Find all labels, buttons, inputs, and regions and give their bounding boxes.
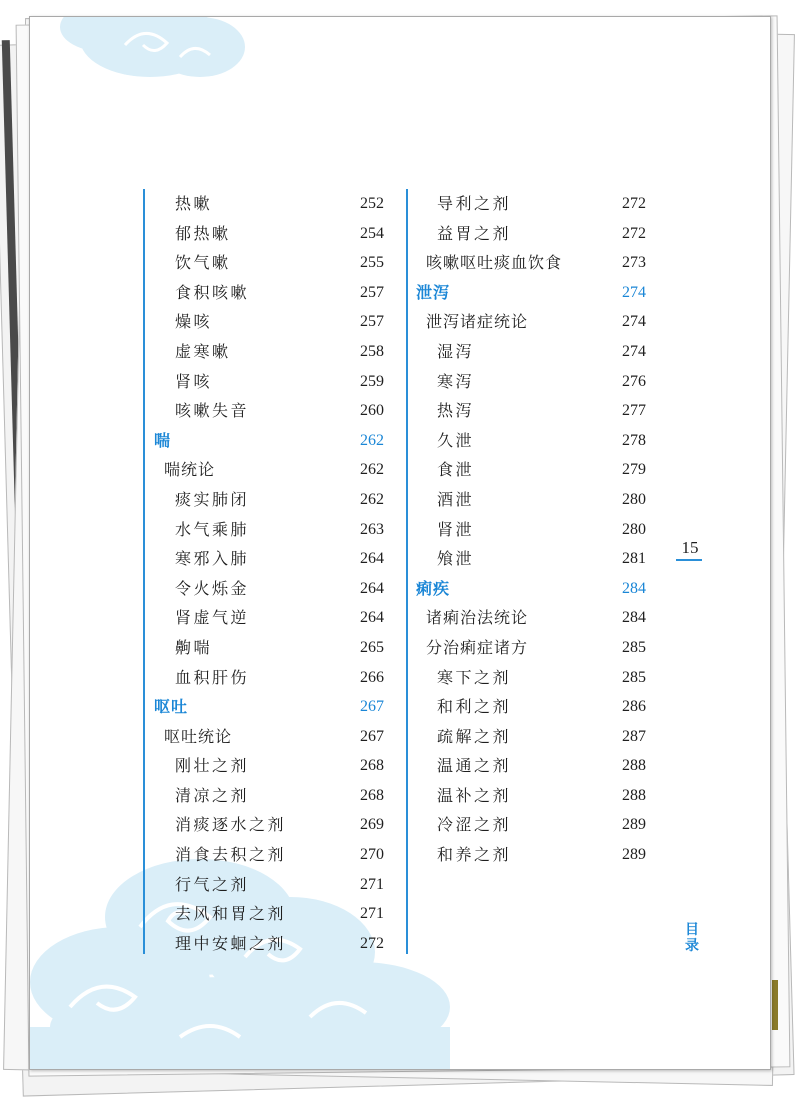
toc-entry-title: 血积肝伤	[175, 667, 250, 687]
toc-entry[interactable]	[144, 544, 384, 574]
toc-entry-title: 热嗽	[175, 194, 213, 213]
toc-page	[29, 16, 771, 1070]
toc-entry-page: 289	[622, 816, 646, 834]
toc-entry-page: 276	[622, 372, 646, 390]
toc-entry-page: 262	[360, 461, 384, 479]
toc-entry[interactable]	[406, 781, 646, 811]
toc-entry-title: 温补之剂	[437, 785, 512, 805]
toc-entry[interactable]	[144, 929, 384, 959]
toc-entry-page: 264	[360, 550, 384, 568]
toc-entry-page: 274	[622, 313, 646, 331]
toc-entry-page: 274	[622, 342, 646, 360]
toc-entry-page: 259	[360, 372, 384, 390]
toc-entry-page: 270	[360, 846, 384, 864]
toc-entry-page: 268	[360, 786, 384, 804]
toc-entry-page: 289	[622, 846, 646, 864]
toc-entry-page: 271	[360, 875, 384, 893]
toc-entry[interactable]	[144, 337, 384, 367]
toc-entry-title: 饮气嗽	[175, 253, 231, 273]
toc-entry-page: 284	[622, 579, 646, 597]
toc-entry[interactable]	[144, 840, 384, 870]
section-label-text: 目 录	[685, 922, 699, 954]
toc-entry[interactable]	[144, 751, 384, 781]
toc-entry-page: 288	[622, 757, 646, 775]
toc-entry[interactable]	[406, 603, 646, 633]
toc-entry-title: 去风和胃之剂	[175, 904, 287, 924]
toc-entry-page: 257	[360, 313, 384, 331]
section-label-vertical	[684, 922, 700, 954]
toc-entry[interactable]	[406, 633, 646, 663]
page-number: 15	[681, 538, 699, 557]
toc-entry[interactable]	[406, 751, 646, 781]
toc-entry-page: 284	[622, 609, 646, 627]
toc-entry[interactable]	[406, 219, 646, 249]
toc-entry[interactable]	[406, 515, 646, 545]
toc-entry-title: 寒泻	[437, 371, 475, 391]
toc-entry-page: 272	[622, 224, 646, 242]
toc-entry-title: 齁喘	[175, 637, 213, 657]
toc-entry[interactable]	[144, 248, 384, 278]
toc-entry[interactable]	[144, 574, 384, 604]
toc-entry-page: 274	[622, 283, 646, 301]
page-number-underline	[676, 559, 702, 561]
toc-entry[interactable]	[406, 248, 646, 278]
toc-entry-page: 285	[622, 638, 646, 656]
toc-entry-title: 泄泻	[416, 282, 451, 302]
toc-entry-title: 虚寒嗽	[175, 341, 231, 361]
toc-entry-title: 消食去积之剂	[175, 845, 287, 865]
toc-entry[interactable]	[144, 307, 384, 337]
toc-entry-title: 寒邪入肺	[175, 549, 250, 569]
toc-left-column	[144, 189, 384, 958]
toc-entry[interactable]	[144, 219, 384, 249]
toc-entry[interactable]	[144, 515, 384, 545]
toc-entry-title: 益胃之剂	[437, 223, 512, 243]
toc-entry-page: 269	[360, 816, 384, 834]
toc-entry[interactable]	[144, 663, 384, 693]
toc-entry-title: 肾泄	[437, 519, 475, 539]
toc-entry-page: 257	[360, 283, 384, 301]
toc-entry-title: 和养之剂	[437, 845, 512, 865]
toc-entry-page: 255	[360, 254, 384, 272]
toc-entry-page: 280	[622, 520, 646, 538]
toc-entry-title: 和利之剂	[437, 697, 512, 717]
toc-entry-title: 食积咳嗽	[175, 282, 250, 302]
toc-entry-page: 267	[360, 698, 384, 716]
toc-entry[interactable]	[406, 663, 646, 693]
toc-entry-page: 266	[360, 668, 384, 686]
toc-entry-title: 清凉之剂	[175, 785, 250, 805]
toc-entry-title: 肾咳	[175, 371, 213, 391]
toc-entry-page: 278	[622, 431, 646, 449]
toc-entry[interactable]	[144, 781, 384, 811]
toc-heading[interactable]	[406, 574, 646, 604]
toc-entry[interactable]	[406, 455, 646, 485]
toc-entry-page: 263	[360, 520, 384, 538]
cloud-decoration-top-icon	[30, 17, 250, 97]
toc-entry[interactable]	[406, 722, 646, 752]
toc-entry-page: 279	[622, 461, 646, 479]
toc-entry[interactable]	[406, 367, 646, 397]
toc-entry[interactable]	[144, 455, 384, 485]
toc-entry-title: 喘	[154, 430, 172, 450]
toc-entry-title: 飧泄	[437, 549, 475, 569]
toc-entry-title: 理中安蛔之剂	[175, 933, 287, 953]
toc-entry[interactable]	[144, 870, 384, 900]
toc-entry-title: 燥咳	[175, 312, 213, 332]
toc-entry-page: 272	[360, 934, 384, 952]
toc-entry-page: 262	[360, 490, 384, 508]
toc-entry-title: 冷涩之剂	[437, 815, 512, 835]
toc-entry-title: 刚壮之剂	[175, 756, 250, 776]
toc-entry-title: 食泄	[437, 460, 475, 480]
toc-entry[interactable]	[406, 692, 646, 722]
toc-entry-title: 肾虚气逆	[175, 608, 250, 628]
book-edge-accent	[772, 980, 778, 1030]
toc-entry[interactable]	[144, 189, 384, 219]
toc-entry-title: 行气之剂	[175, 874, 250, 894]
toc-entry[interactable]	[406, 396, 646, 426]
toc-entry[interactable]	[144, 810, 384, 840]
toc-entry[interactable]	[406, 426, 646, 456]
toc-entry-title: 热泻	[437, 401, 475, 421]
toc-entry-title: 温通之剂	[437, 756, 512, 776]
toc-entry-title: 酒泄	[437, 489, 475, 509]
toc-entry-title: 痢疾	[416, 578, 451, 598]
toc-entry-page: 285	[622, 668, 646, 686]
toc-entry-page: 288	[622, 786, 646, 804]
toc-entry-title: 湿泻	[437, 341, 475, 361]
toc-entry-title: 呕吐	[154, 697, 189, 717]
toc-entry-page: 281	[622, 550, 646, 568]
toc-entry-page: 258	[360, 342, 384, 360]
toc-entry[interactable]	[144, 722, 384, 752]
toc-entry-title: 郁热嗽	[175, 223, 231, 243]
toc-entry-title: 令火烁金	[175, 578, 250, 598]
toc-entry[interactable]	[144, 278, 384, 308]
toc-entry-title: 导利之剂	[437, 194, 512, 213]
toc-entry-title: 消痰逐水之剂	[175, 815, 287, 835]
toc-entry-title: 久泄	[437, 430, 475, 450]
toc-entry-page: 264	[360, 609, 384, 627]
toc-entry[interactable]	[144, 485, 384, 515]
toc-entry-title: 呕吐统论	[164, 726, 233, 746]
toc-entry[interactable]	[144, 367, 384, 397]
toc-entry-page: 280	[622, 490, 646, 508]
toc-entry-title: 咳嗽呕吐痰血饮食	[426, 253, 563, 273]
toc-entry-page: 265	[360, 638, 384, 656]
toc-entry-title: 咳嗽失音	[175, 401, 250, 421]
toc-entry[interactable]	[144, 633, 384, 663]
toc-entry-page: 254	[360, 224, 384, 242]
toc-entry[interactable]	[144, 396, 384, 426]
toc-entry-page: 273	[622, 254, 646, 272]
toc-entry-page: 268	[360, 757, 384, 775]
toc-entry-page: 287	[622, 727, 646, 745]
toc-entry-page: 277	[622, 402, 646, 420]
toc-entry-page: 252	[360, 195, 384, 212]
toc-entry[interactable]	[406, 810, 646, 840]
toc-heading[interactable]	[144, 426, 384, 456]
toc-entry[interactable]	[406, 307, 646, 337]
toc-right-column	[406, 189, 646, 870]
toc-entry[interactable]	[406, 544, 646, 574]
toc-entry[interactable]	[144, 603, 384, 633]
toc-heading[interactable]	[144, 692, 384, 722]
toc-entry-page: 267	[360, 727, 384, 745]
toc-entry-page: 260	[360, 402, 384, 420]
toc-entry-page: 271	[360, 905, 384, 923]
toc-entry-page: 264	[360, 579, 384, 597]
toc-entry-title: 疏解之剂	[437, 726, 512, 746]
toc-entry[interactable]	[144, 899, 384, 929]
toc-entry-page: 272	[622, 195, 646, 212]
toc-entry[interactable]	[406, 485, 646, 515]
toc-entry-title: 痰实肺闭	[175, 489, 250, 509]
toc-entry-title: 泄泻诸症统论	[426, 312, 529, 332]
toc-entry-title: 喘统论	[164, 460, 216, 480]
toc-entry-title: 诸痢治法统论	[426, 608, 529, 628]
toc-entry[interactable]	[406, 189, 646, 219]
toc-entry-title: 分治痢症诸方	[426, 637, 529, 657]
toc-entry-title: 水气乘肺	[175, 519, 250, 539]
toc-heading[interactable]	[406, 278, 646, 308]
toc-entry-page: 262	[360, 431, 384, 449]
toc-entry[interactable]	[406, 337, 646, 367]
toc-entry[interactable]	[406, 840, 646, 870]
toc-entry-page: 286	[622, 698, 646, 716]
toc-entry-title: 寒下之剂	[437, 667, 512, 687]
